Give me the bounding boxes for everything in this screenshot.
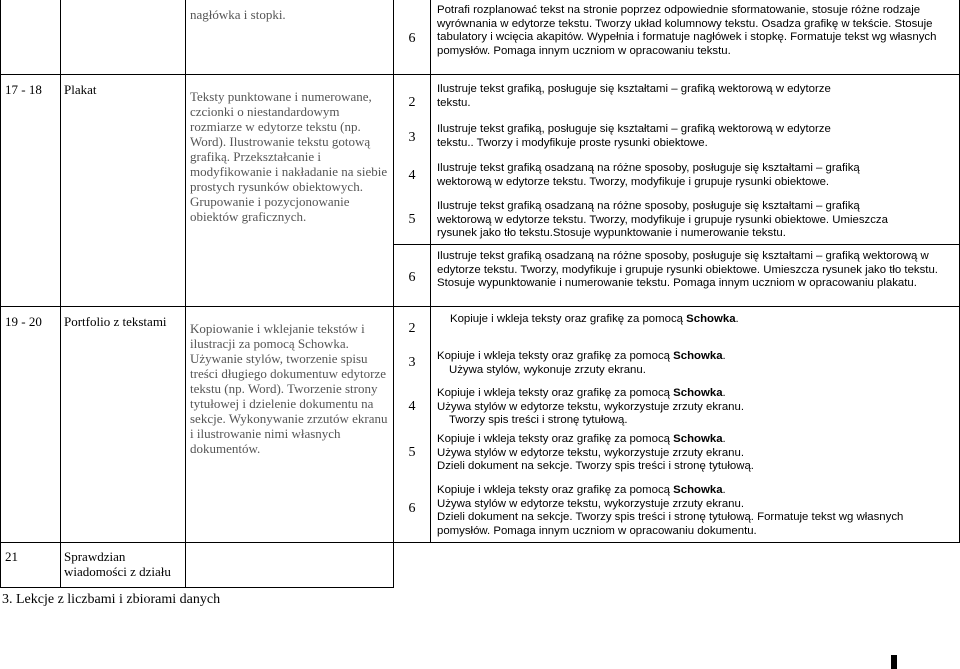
- row-divider: [393, 244, 960, 245]
- row-divider: [0, 306, 960, 307]
- lesson-content: nagłówka i stopki.: [190, 7, 286, 22]
- grade-label: 6: [408, 501, 416, 516]
- grade-requirement: Ilustruje tekst grafiką osadzaną na różne sposoby, posługuje się kształtami – grafiką wektorową w edytorze tekstu. Tworzy, modyfikuje i grupuje rysunki obiektowe. Umieszcza rysunek jako tło tekstu.Stosuje wypunktowanie i numerowanie tekstu.: [437, 200, 888, 240]
- grade-label: 3: [408, 355, 416, 370]
- lesson-topic: Plakat: [64, 82, 97, 97]
- lesson-number: 21: [5, 549, 18, 564]
- grade-label: 5: [408, 212, 416, 227]
- lesson-number: 19 - 20: [5, 314, 42, 329]
- table-vline-content: [185, 0, 186, 588]
- grade-requirement: Kopiuje i wkleja teksty oraz grafikę za pomocą Schowka. Używa stylów, wykonuje zrzuty ekranu.: [437, 350, 726, 376]
- lesson-content: Kopiowanie i wklejanie tekstów i ilustracji za pomocą Schowka. Używanie stylów, tworzenie spisu treści długiego dokumentuw edytorze tekstu (np. Word). Tworzenie strony tytułowej i dzielenie dokumentu na sekcje. Wykonywanie zrzutów ekranu i ilustrowanie nimi własnych dokumentów.: [190, 321, 388, 456]
- section-heading: 3. Lekcje z liczbami i zbiorami danych: [2, 592, 221, 607]
- table-vline-topic: [60, 0, 61, 588]
- lesson-topic: Sprawdzian wiadomości z działu: [64, 549, 171, 579]
- grade-label: 6: [408, 270, 416, 285]
- row-divider: [0, 74, 960, 75]
- table-vline-reqs: [430, 0, 431, 542]
- grade-label: 2: [408, 95, 416, 110]
- lesson-number: 17 - 18: [5, 82, 42, 97]
- grade-label: 3: [408, 130, 416, 145]
- row-divider: [0, 542, 960, 543]
- grade-requirement: Kopiuje i wkleja teksty oraz grafikę za pomocą Schowka. Używa stylów w edytorze tekstu, wykorzystuje zrzuty ekranu. Dzieli dokument na sekcje. Tworzy spis treści i stronę tytułową. Formatuje tekst wg własnych pomysłów. Pomaga innym uczniom w opracowaniu dokumentu.: [437, 484, 904, 538]
- table-vline-grade: [393, 0, 394, 588]
- grade-requirement: Ilustruje tekst grafiką, posługuje się kształtami – grafiką wektorową w edytorze tekstu.. Tworzy i modyfikuje proste rysunki obiektowe.: [437, 123, 831, 149]
- page-marker: [891, 655, 897, 669]
- table-vline-left: [0, 0, 1, 588]
- grade-requirement: Ilustruje tekst grafiką, posługuje się kształtami – grafiką wektorową w edytorze tekstu.: [437, 83, 831, 109]
- grade-label: 6: [408, 31, 416, 46]
- grade-requirement: Kopiuje i wkleja teksty oraz grafikę za pomocą Schowka. Używa stylów w edytorze tekstu, wykorzystuje zrzuty ekranu. Tworzy spis treści i stronę tytułową.: [437, 387, 745, 427]
- grade-requirement: Potrafi rozplanować tekst na stronie poprzez odpowiednie sformatowanie, stosuje różne rodzaje wyrównania w edytorze tekstu. Tworzy układ kolumnowy tekstu. Osadza grafikę w tekście. Stosuje tabulatory i wcięcia akapitów. Wypełnia i formatuje nagłówek i stopkę. Formatuje tekst wg własnych pomysłów. Pomaga innym uczniom w opracowaniu tekstu.: [437, 4, 937, 58]
- lesson-topic: Portfolio z tekstami: [64, 314, 167, 329]
- lesson-content: Teksty punktowane i numerowane, czcionki o niestandardowym rozmiarze w edytorze tekstu (np. Word). Ilustrowanie tekstu gotową grafiką. Przekształcanie i modyfikowanie i nakładanie na siebie prostych rysunków obiektowych. Grupowanie i pozycjonowanie obiektów graficznych.: [190, 89, 388, 224]
- grade-label: 4: [408, 399, 416, 414]
- grade-label: 2: [408, 321, 416, 336]
- grade-label: 4: [408, 168, 416, 183]
- grade-requirement: Ilustruje tekst grafiką osadzaną na różne sposoby, posługuje się kształtami – grafiką wektorową w edytorze tekstu. Tworzy, modyfikuje i grupuje rysunki obiektowe. Umieszcza rysunek jako tło tekstu. Stosuje wypunktowanie i numerowanie tekstu. Pomaga innym uczniom w opracowaniu plakatu.: [437, 250, 938, 290]
- grade-label: 5: [408, 445, 416, 460]
- grade-requirement: Kopiuje i wkleja teksty oraz grafikę za pomocą Schowka.: [450, 313, 739, 325]
- table-bottom: [0, 587, 393, 588]
- grade-requirement: Kopiuje i wkleja teksty oraz grafikę za pomocą Schowka. Używa stylów w edytorze tekstu, wykorzystuje zrzuty ekranu. Dzieli dokument na sekcje. Tworzy spis treści i stronę tytułową.: [437, 433, 754, 473]
- grade-requirement: Ilustruje tekst grafiką osadzaną na różne sposoby, posługuje się kształtami – grafiką wektorową w edytorze tekstu. Tworzy, modyfikuje i grupuje rysunki obiektowe.: [437, 162, 860, 188]
